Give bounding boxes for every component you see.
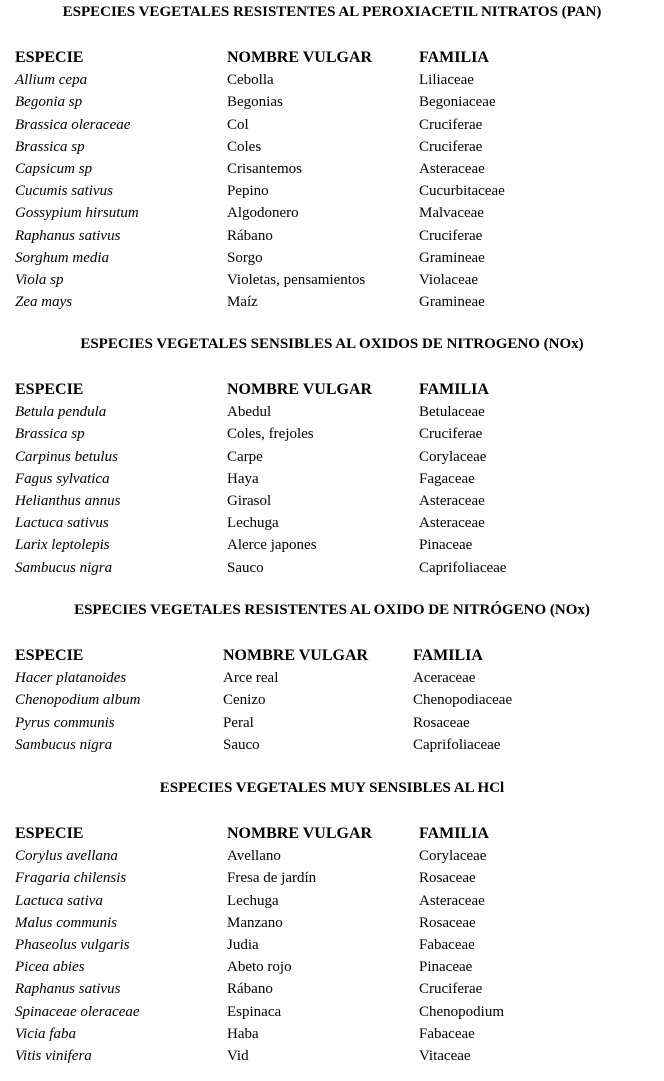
common-name: Begonias — [227, 94, 283, 111]
header-familia: FAMILIA — [419, 381, 489, 398]
table-row — [0, 956, 664, 978]
common-name: Peral — [223, 714, 254, 731]
common-name: Cebolla — [227, 72, 274, 89]
table-row — [0, 490, 664, 512]
table-row — [0, 890, 664, 912]
common-name: Manzano — [227, 914, 283, 931]
species-table — [0, 645, 664, 756]
species-name: Sorghum media — [15, 249, 110, 266]
family-name: Pinaceae — [419, 537, 473, 554]
table-header-row — [0, 379, 664, 401]
species-name: Brassica oleraceae — [15, 116, 131, 133]
table-row — [0, 136, 664, 158]
species-name: Raphanus sativus — [15, 981, 121, 998]
species-name: Vitis vinifera — [15, 1047, 92, 1064]
table-row — [0, 934, 664, 956]
table-row — [0, 114, 664, 136]
table-row — [0, 91, 664, 113]
header-especie: ESPECIE — [15, 381, 84, 398]
section-nox-sensitive — [0, 335, 664, 579]
species-table — [0, 379, 664, 579]
family-name: Corylaceae — [419, 448, 487, 465]
species-name: Sambucus nigra — [15, 736, 113, 753]
table-row — [0, 423, 664, 445]
common-name: Arce real — [223, 670, 279, 687]
table-row — [0, 291, 664, 313]
header-especie: ESPECIE — [15, 825, 84, 842]
species-name: Viola sp — [15, 271, 64, 288]
family-name: Caprifoliaceae — [419, 559, 507, 576]
header-especie: ESPECIE — [15, 647, 84, 664]
table-row — [0, 557, 664, 579]
family-name: Begoniaceae — [419, 94, 496, 111]
table-row — [0, 1001, 664, 1023]
species-name: Brassica sp — [15, 426, 85, 443]
common-name: Cenizo — [223, 692, 266, 709]
family-name: Betulaceae — [419, 404, 485, 421]
table-row — [0, 69, 664, 91]
species-name: Raphanus sativus — [15, 227, 121, 244]
section-hcl-sensitive — [0, 779, 664, 1067]
species-table — [0, 823, 664, 1067]
family-name: Caprifoliaceae — [413, 736, 501, 753]
species-name: Betula pendula — [15, 404, 107, 421]
family-name: Gramineae — [419, 294, 485, 311]
header-familia: FAMILIA — [413, 647, 483, 664]
common-name: Rábano — [227, 227, 273, 244]
section-pan-resistant — [0, 3, 664, 313]
family-name: Liliaceae — [419, 72, 474, 89]
species-name: Brassica sp — [15, 138, 85, 155]
common-name: Sauco — [223, 736, 260, 753]
section-nox-resistant — [0, 601, 664, 756]
table-row — [0, 247, 664, 269]
table-row — [0, 446, 664, 468]
common-name: Coles — [227, 138, 262, 155]
section-title: ESPECIES VEGETALES SENSIBLES AL OXIDOS DE NITROGENO (NOx) — [80, 336, 584, 352]
family-name: Vitaceae — [419, 1047, 471, 1064]
table-row — [0, 512, 664, 534]
table-row — [0, 712, 664, 734]
species-name: Vicia faba — [15, 1025, 76, 1042]
table-row — [0, 978, 664, 1000]
species-name: Corylus avellana — [15, 848, 118, 865]
species-name: Fragaria chilensis — [15, 870, 127, 887]
family-name: Malvaceae — [419, 205, 484, 222]
species-name: Cucumis sativus — [15, 183, 113, 200]
family-name: Cruciferae — [419, 116, 483, 133]
table-row — [0, 225, 664, 247]
species-name: Picea abies — [15, 959, 85, 976]
header-especie: ESPECIE — [15, 49, 84, 66]
family-name: Fabaceae — [419, 1025, 475, 1042]
common-name: Algodonero — [227, 205, 299, 222]
family-name: Cruciferae — [419, 426, 483, 443]
common-name: Rábano — [227, 981, 273, 998]
family-name: Rosaceae — [419, 914, 476, 931]
species-name: Chenopodium album — [15, 692, 141, 709]
common-name: Alerce japones — [227, 537, 317, 554]
family-name: Chenopodiaceae — [413, 692, 513, 709]
common-name: Vid — [227, 1047, 249, 1064]
common-name: Espinaca — [227, 1003, 282, 1020]
table-row — [0, 845, 664, 867]
species-name: Hacer platanoides — [15, 670, 127, 687]
section-title: ESPECIES VEGETALES RESISTENTES AL OXIDO DE NITRÓGENO (NOx) — [74, 602, 590, 618]
common-name: Pepino — [227, 183, 269, 200]
common-name: Abeto rojo — [227, 959, 292, 976]
family-name: Chenopodium — [419, 1003, 504, 1020]
family-name: Corylaceae — [419, 848, 487, 865]
species-name: Spinaceae oleraceae — [15, 1003, 140, 1020]
common-name: Crisantemos — [227, 160, 302, 177]
header-familia: FAMILIA — [419, 825, 489, 842]
species-name: Pyrus communis — [15, 714, 115, 731]
common-name: Judia — [227, 936, 259, 953]
table-row — [0, 401, 664, 423]
family-name: Violaceae — [419, 271, 479, 288]
section-title: ESPECIES VEGETALES RESISTENTES AL PEROXIACETIL NITRATOS (PAN) — [62, 4, 602, 20]
family-name: Cucurbitaceae — [419, 183, 505, 200]
common-name: Coles, frejoles — [227, 426, 314, 443]
table-row — [0, 534, 664, 556]
common-name: Carpe — [227, 448, 263, 465]
species-name: Lactuca sativus — [15, 515, 109, 532]
common-name: Sorgo — [227, 249, 263, 266]
common-name: Girasol — [227, 492, 272, 509]
table-row — [0, 1023, 664, 1045]
table-header-row — [0, 47, 664, 69]
table-row — [0, 269, 664, 291]
family-name: Fabaceae — [419, 936, 475, 953]
family-name: Cruciferae — [419, 227, 483, 244]
header-nombre-vulgar: NOMBRE VULGAR — [227, 49, 373, 66]
table-row — [0, 180, 664, 202]
species-name: Malus communis — [15, 914, 118, 931]
family-name: Gramineae — [419, 249, 485, 266]
common-name: Haya — [227, 470, 259, 487]
species-table — [0, 47, 664, 313]
species-name: Larix leptolepis — [15, 537, 110, 554]
species-name: Phaseolus vulgaris — [15, 936, 130, 953]
table-row — [0, 468, 664, 490]
common-name: Fresa de jardín — [227, 870, 317, 887]
table-header-row — [0, 645, 664, 667]
table-row — [0, 867, 664, 889]
header-nombre-vulgar: NOMBRE VULGAR — [223, 647, 369, 664]
common-name: Lechuga — [227, 892, 279, 909]
species-name: Helianthus annus — [15, 492, 121, 509]
table-row — [0, 667, 664, 689]
species-name: Fagus sylvatica — [15, 470, 110, 487]
common-name: Sauco — [227, 559, 264, 576]
species-name: Allium cepa — [15, 72, 88, 89]
family-name: Cruciferae — [419, 981, 483, 998]
species-name: Carpinus betulus — [15, 448, 118, 465]
section-title: ESPECIES VEGETALES MUY SENSIBLES AL HCl — [159, 780, 505, 796]
family-name: Rosaceae — [413, 714, 470, 731]
species-name: Begonia sp — [15, 94, 83, 111]
family-name: Cruciferae — [419, 138, 483, 155]
header-familia: FAMILIA — [419, 49, 489, 66]
table-row — [0, 734, 664, 756]
family-name: Asteraceae — [419, 492, 485, 509]
table-row — [0, 689, 664, 711]
table-row — [0, 1045, 664, 1067]
family-name: Aceraceae — [413, 670, 476, 687]
common-name: Maíz — [227, 294, 258, 311]
common-name: Abedul — [227, 404, 272, 421]
family-name: Pinaceae — [419, 959, 473, 976]
family-name: Asteraceae — [419, 160, 485, 177]
family-name: Fagaceae — [419, 470, 475, 487]
header-nombre-vulgar: NOMBRE VULGAR — [227, 825, 373, 842]
species-name: Gossypium hirsutum — [15, 205, 139, 222]
species-name: Capsicum sp — [15, 160, 93, 177]
species-name: Zea mays — [15, 294, 73, 311]
table-row — [0, 912, 664, 934]
table-row — [0, 158, 664, 180]
species-name: Lactuca sativa — [15, 892, 103, 909]
family-name: Asteraceae — [419, 515, 485, 532]
header-nombre-vulgar: NOMBRE VULGAR — [227, 381, 373, 398]
table-header-row — [0, 823, 664, 845]
species-name: Sambucus nigra — [15, 559, 113, 576]
common-name: Violetas, pensamientos — [227, 271, 366, 288]
family-name: Rosaceae — [419, 870, 476, 887]
common-name: Avellano — [227, 848, 281, 865]
common-name: Haba — [227, 1025, 259, 1042]
table-row — [0, 202, 664, 224]
common-name: Col — [227, 116, 249, 133]
common-name: Lechuga — [227, 515, 279, 532]
family-name: Asteraceae — [419, 892, 485, 909]
